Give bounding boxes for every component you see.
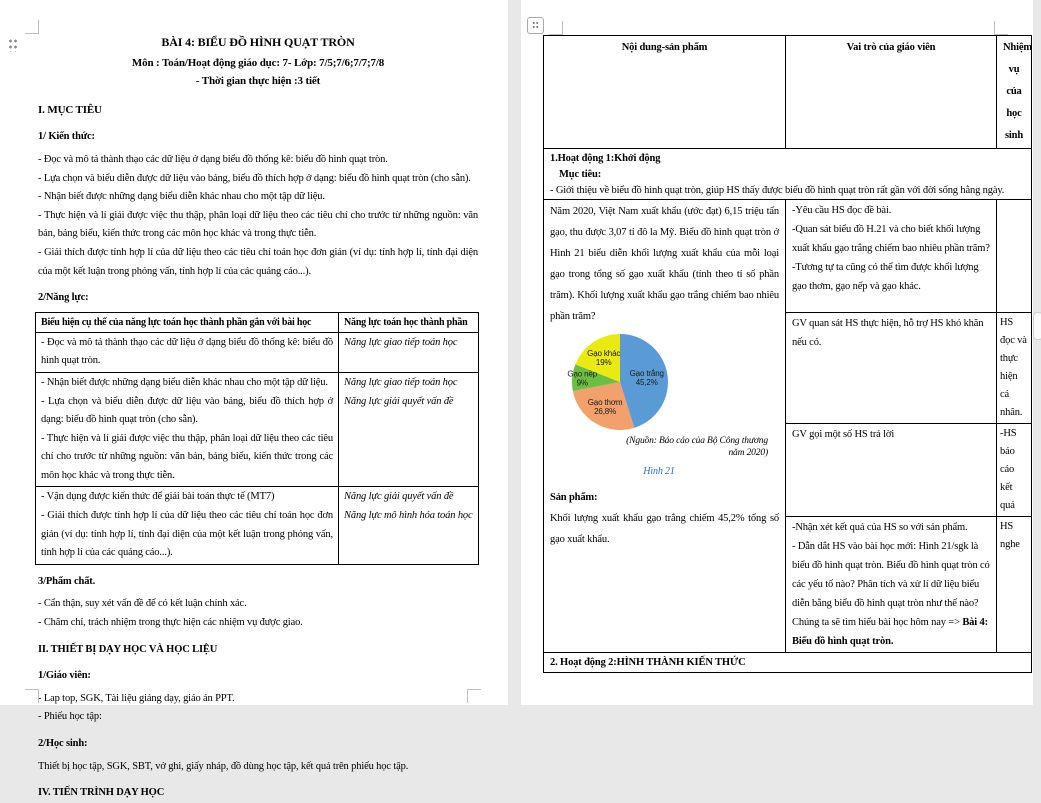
margin-crop-mark (994, 21, 1008, 35)
teacher-heading: 1/Giáo viên: (38, 670, 91, 682)
competency-cell-behaviour: - Nhận biết được những dạng biểu diễn khác nhau cho một tập dữ liệu. - Lựa chọn và biểu diễn được dữ liệu vào bảng, biểu đồ thích hợp ở dạng: biểu đồ hình quạt tròn (cho sẵn). - Thực hiện và lí giải được việc thu thập, phân loại dữ liệu theo các tiêu chí cho trước từ những nguồn: văn bản, bảng biểu, kiến thức trong các môn học khác và trong thực tiễn. (36, 372, 339, 487)
san-pham-text: Khối lượng xuất khẩu gạo trắng chiếm 45,2% tổng số gạo xuất khẩu. (550, 513, 779, 546)
margin-crop-mark (549, 21, 563, 35)
pie-slice-label: Gạo nếp 9% (567, 369, 598, 388)
table-move-handle-icon[interactable] (527, 17, 544, 34)
header-teacher-role: Vai trò của giáo viên (786, 36, 997, 149)
knowledge-item: - Lựa chọn và biểu diễn được dữ liệu vào bảng, biểu đồ thích hợp ở dạng: biểu đồ hình quạt tròn (cho sẵn). (38, 172, 471, 184)
teacher-item: - Lap top, SGK, Tài liệu giảng dạy, giáo án PPT. (38, 692, 235, 704)
quality-heading: 3/Phẩm chất. (38, 575, 96, 587)
muc-tieu-text: - Giới thiệu về biểu đồ hình quạt tròn, giúp HS thấy được biểu đồ hình quạt tròn rất gần với đời sống hằng ngày. (550, 184, 1005, 196)
document-page-1 (0, 0, 508, 799)
competency-cell-behaviour: - Đọc và mô tả thành thạo các dữ liệu ở dạng biểu đồ thống kê: biểu đồ hình quạt tròn. (36, 332, 339, 372)
pie-slice-label: Gạo thơm 26,8% (587, 398, 623, 417)
section4-heading: IV. TIẾN TRÌNH DẠY HỌC (38, 787, 165, 799)
margin-crop-mark (25, 689, 39, 703)
document-page-2 (521, 0, 1033, 705)
competency-table-header-right: Năng lực toán học thành phần (339, 312, 479, 332)
table-row (36, 332, 479, 372)
teacher-role-cell: -Yêu cầu HS đọc đề bài. -Quan sát biểu đồ H.21 và cho biết khối lượng xuất khẩu gạo trắng chiếm bao nhiêu phần trăm? -Tương tự ta cũng có thể tìm được khối lượng gạo thơm, gạo nếp và gạo khác. (786, 200, 997, 313)
content-product-cell (544, 200, 786, 653)
header-student-task: Nhiệm vụ của học sinh (997, 36, 1032, 149)
section1-heading: I. MỤC TIÊU (38, 103, 102, 116)
activity1-row (544, 149, 1032, 200)
knowledge-item: - Nhận biết được những dạng biểu diễn khác nhau cho một tập dữ liệu. (38, 191, 325, 203)
pie-slice-label: Gạo khác 19% (587, 349, 621, 368)
student-task-cell: -HS báo cáo kết quả (997, 424, 1032, 517)
knowledge-item: - Thực hiện và lí giải được việc thu thập, phân loại dữ liệu theo các tiêu chí cho trước từ những nguồn: văn bản, bảng biểu, kiến thức trong các môn học khác và trong thực tiễn. (38, 209, 478, 240)
paragraph-drag-handle-icon[interactable] (8, 38, 17, 52)
competency-cell-behaviour: - Vận dụng được kiến thức để giải bài toán thực tế (MT7) - Giải thích được tính hợp lí của dữ liệu theo các tiêu chí toán học đơn giản (ví dụ: tính hợp lí, tính đại diện của một kết luận trong phỏng vấn, tính hợp lí của các quảng cáo...). (36, 487, 339, 564)
scrollbar-thumb[interactable] (1033, 312, 1041, 340)
student-heading: 2/Học sinh: (38, 738, 88, 749)
activity1-title: 1.Hoạt động 1:Khởi động (550, 153, 661, 164)
competency-cell-competency: Năng lực giao tiếp toán học Năng lực giải quyết vấn đề (339, 372, 479, 487)
student-task-cell: HS nghe (997, 517, 1032, 653)
knowledge-item: - Đọc và mô tả thành thạo các dữ liệu ở dạng biểu đồ thống kê: biểu đồ hình quạt tròn. (38, 153, 388, 165)
lesson-subject: Môn : Toán/Hoạt động giáo dục: 7- Lớp: 7/5;7/6;7/7;7/8 (131, 56, 385, 69)
teacher-item: - Phiếu học tập: (38, 711, 102, 723)
activity2-title: 2. Hoạt động 2:HÌNH THÀNH KIẾN THỨC (544, 653, 1032, 673)
muc-tieu-label: Mục tiêu: (559, 168, 602, 180)
table-row (544, 200, 1032, 313)
lesson-duration: - Thời gian thực hiện :3 tiết (195, 75, 321, 88)
margin-crop-mark (25, 20, 39, 34)
section2-heading: II. THIẾT BỊ DẠY HỌC VÀ HỌC LIỆU (38, 643, 218, 655)
student-task-cell (997, 200, 1032, 313)
pie-chart-figure (550, 332, 768, 482)
knowledge-item: - Giải thích được tính hợp lí của dữ liệu theo các tiêu chí toán học đơn giản (ví dụ: tính hợp lí, tính đại diện của một kết luận trong phỏng vấn, tính hợp lí của các quảng cáo...). (38, 246, 478, 277)
activity-table-header-row (544, 36, 1032, 149)
activity-table (543, 35, 1032, 673)
quality-item: - Cẩn thận, suy xét vấn đề để có kết luận chính xác. (38, 598, 247, 610)
student-equipment-text: Thiết bị học tập, SGK, SBT, vở ghi, giấy nháp, đồ dùng học tập, kết quả trên phiếu học tập. (38, 760, 409, 772)
activity1-cell (544, 149, 1032, 200)
teacher-role-cell: GV gọi một số HS trả lời (786, 424, 997, 517)
header-content-product: Nội dung-sản phẩm (544, 36, 786, 149)
problem-text: Năm 2020, Việt Nam xuất khẩu (ước đạt) 6,15 triệu tấn gạo, thu được 3,07 tỉ đô la Mỹ. Biểu đồ hình quạt tròn ở Hình 21 biểu diễn khối lượng xuất khẩu của mỗi loại gạo trong tổng số gạo xuất khẩu (tính theo tỉ số phần trăm). Khối lượng xuất khẩu gạo trắng chiếm bao nhiêu phần trăm? (550, 206, 779, 323)
lesson-title: BÀI 4: BIỂU ĐỒ HÌNH QUẠT TRÒN (161, 35, 355, 49)
competency-table (35, 312, 479, 565)
teacher-role-cell: GV quan sát HS thực hiện, hỗ trợ HS khó khăn nếu có. (786, 313, 997, 424)
page1-content (0, 0, 508, 803)
table-row (36, 487, 479, 564)
competency-heading: 2/Năng lực: (38, 292, 89, 304)
student-task-cell: HS đọc và thực hiện cá nhân. (997, 313, 1032, 424)
competency-cell-competency: Năng lực giải quyết vấn đề Năng lực mô hình hóa toán học (339, 487, 479, 564)
margin-crop-mark (467, 689, 481, 703)
chart-source-caption: (Nguồn: Báo cáo của Bộ Công thương năm 2020) (626, 436, 768, 459)
new-lesson-title: Bài 4: Biểu đồ hình quạt tròn. (792, 617, 988, 648)
pie-slice-label: Gạo trắng 45,2% (629, 369, 664, 388)
competency-table-header-left: Biểu hiện cụ thể của năng lực toán học thành phần gắn với bài học (36, 312, 339, 332)
teacher-role-cell: -Nhận xét kết quả của HS so với sản phẩm. - Dẫn dắt HS vào bài học mới: Hình 21/sgk là biểu đồ hình quạt tròn. Biểu đồ hình quạt tròn có các yếu tố nào? Phân tích và xử lí dữ liệu biểu diễn bằng biểu đồ hình quạt tròn như thế nào? Chúng ta sẽ tìm hiểu bài học hôm nay => Bài 4: Biểu đồ hình quạt tròn. (786, 517, 997, 653)
rice-export-pie-chart (567, 332, 670, 432)
figure-label: Hình 21 (643, 466, 675, 478)
quality-item: - Chăm chỉ, trách nhiệm trong thực hiện các nhiệm vụ được giao. (38, 617, 303, 629)
san-pham-label: Sản phẩm: (550, 492, 598, 504)
table-row (36, 372, 479, 487)
activity2-row (544, 653, 1032, 673)
knowledge-heading: 1/ Kiến thức: (38, 131, 95, 143)
competency-cell-competency: Năng lực giao tiếp toán học (339, 332, 479, 372)
competency-table-header-row (36, 312, 479, 332)
